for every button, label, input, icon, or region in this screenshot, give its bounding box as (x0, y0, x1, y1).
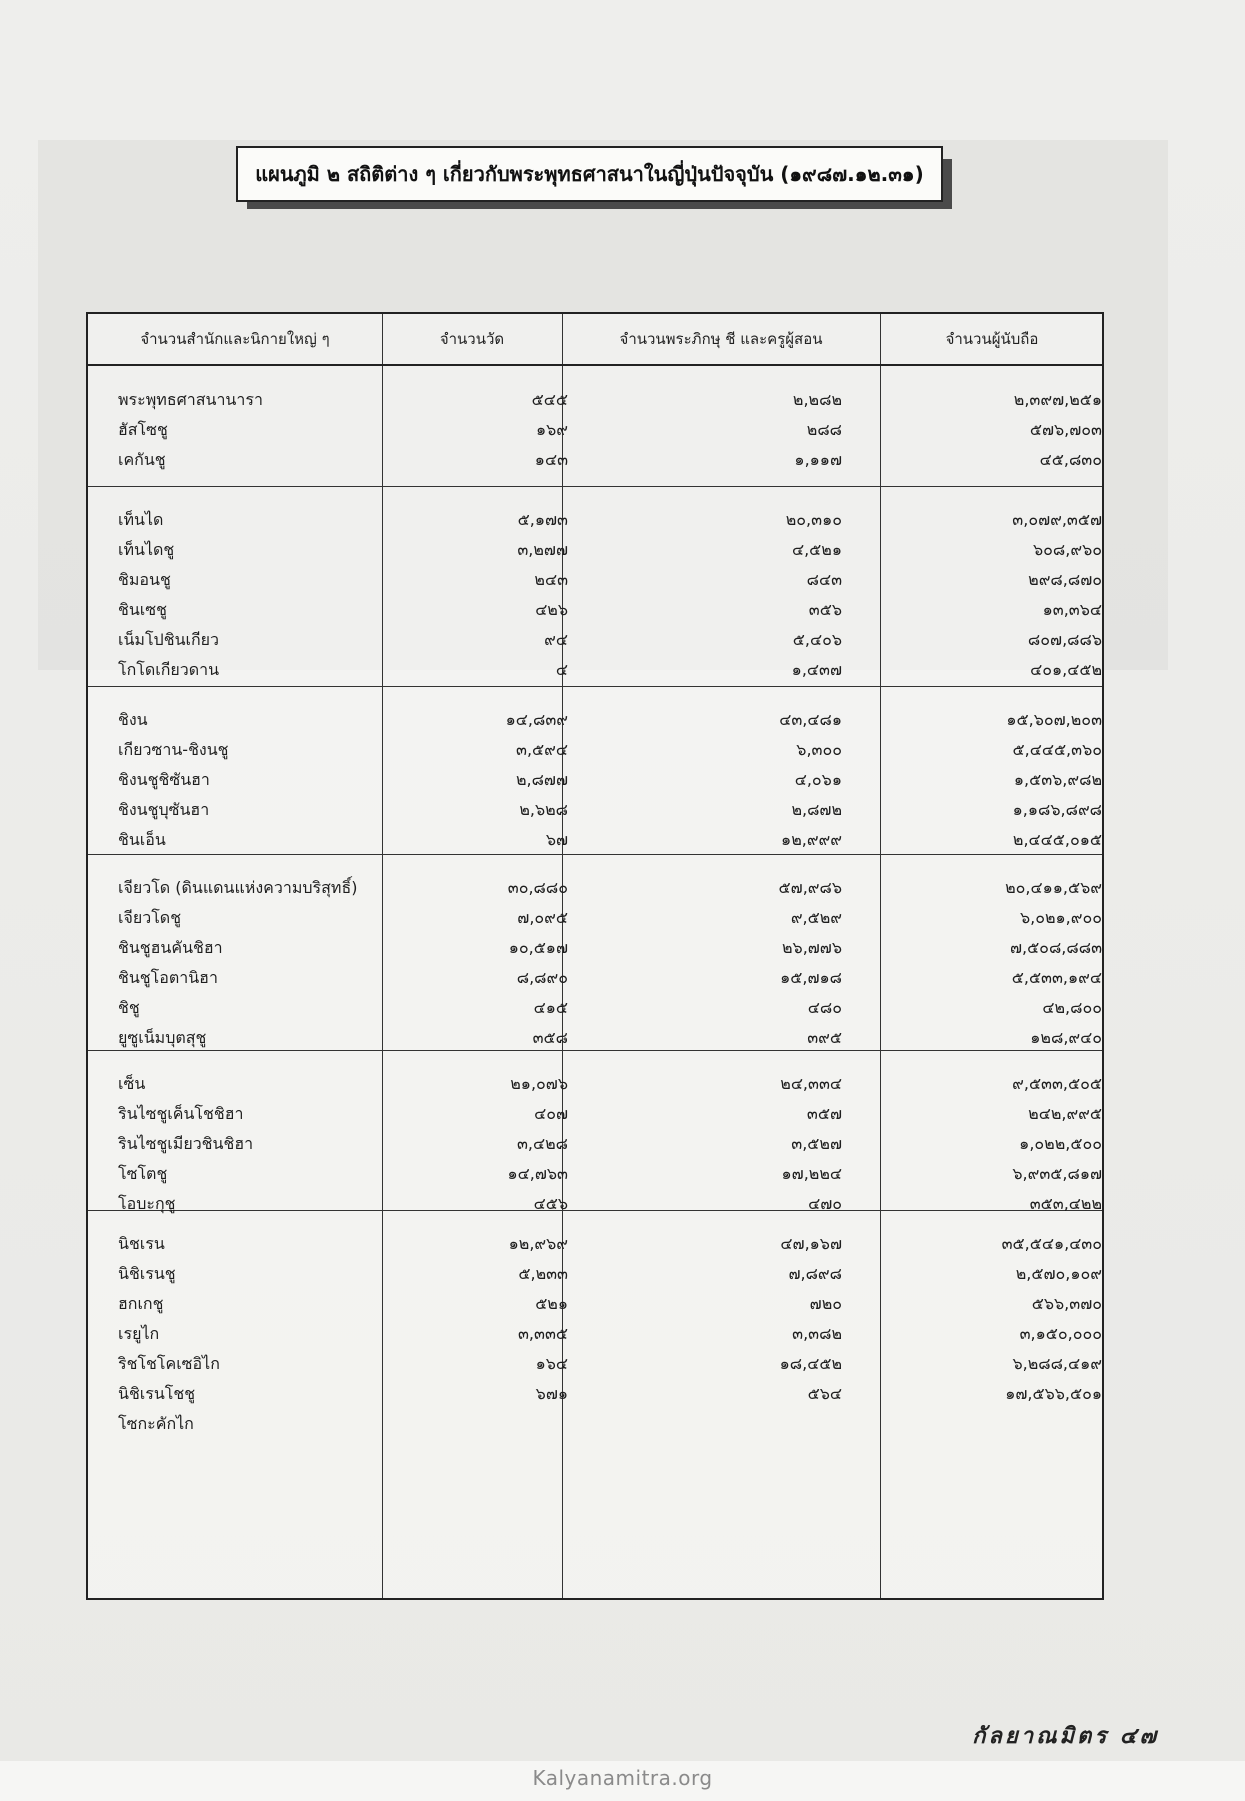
table-row (88, 992, 1102, 1024)
cell-priests: ๑,๔๓๗ (791, 660, 842, 679)
cell-priests: ๑๒,๙๙๙ (781, 830, 842, 849)
table-row (88, 534, 1102, 566)
cell-priests: ๙,๕๒๙ (790, 908, 842, 927)
cell-followers: ๓๕๓,๔๒๒ (1029, 1194, 1102, 1213)
cell-sect-name: เท็นได (118, 510, 164, 529)
cell-followers: ๔๕,๘๓๐ (1039, 450, 1102, 469)
cell-sect-name: ชิงนชูบุซันฮา (118, 800, 210, 819)
statistics-table (86, 312, 1104, 1600)
cell-temples: ๙๔ (544, 630, 568, 649)
cell-followers: ๕๗๖,๗๐๓ (1029, 420, 1102, 439)
cell-priests: ๒๐,๓๑๐ (785, 510, 842, 529)
table-row (88, 1228, 1102, 1260)
table-row (88, 1128, 1102, 1160)
table-group (88, 366, 1102, 487)
cell-priests: ๑๕,๗๑๘ (780, 968, 842, 987)
cell-followers: ๙,๕๓๓,๕๐๕ (1012, 1074, 1102, 1093)
magazine-page-label: กัลยาณมิตร ๔๗ (972, 1723, 1159, 1749)
cell-priests: ๗,๘๙๘ (788, 1264, 842, 1283)
cell-followers: ๔๒,๘๐๐ (1042, 998, 1102, 1017)
cell-sect-name: นิชิเรนชู (118, 1264, 176, 1283)
cell-temples: ๑๔,๗๖๓ (507, 1164, 568, 1183)
cell-followers: ๕,๔๔๕,๓๖๐ (1012, 740, 1102, 759)
cell-sect-name: ชิชู (118, 998, 140, 1017)
cell-temples: ๕,๑๗๓ (517, 510, 568, 529)
cell-temples: ๔๐๗ (534, 1104, 568, 1123)
cell-followers (888, 1408, 1102, 1440)
cell-temples: ๑๖๙ (535, 420, 568, 439)
cell-temples: ๒๔๓ (534, 570, 568, 589)
cell-followers: ๕,๕๓๓,๑๙๔ (1011, 968, 1102, 987)
cell-sect-name: รินไซชูเค็นโชชิฮา (118, 1104, 244, 1123)
cell-sect-name: เท็นไดชู (118, 540, 175, 559)
cell-sect-name: ชินเซชู (118, 600, 167, 619)
cell-priests: ๔,๕๒๑ (791, 540, 842, 559)
table-group (88, 686, 1102, 855)
cell-followers: ๑๗,๕๖๖,๕๐๑ (1005, 1384, 1102, 1403)
cell-sect-name: เจียวโด (ดินแดนแห่งความบริสุทธิ์) (118, 878, 358, 897)
cell-followers: ๒๐,๔๑๑,๕๖๙ (1005, 878, 1102, 897)
cell-followers: ๑,๕๓๖,๙๘๒ (1013, 770, 1102, 789)
table-row (88, 1318, 1102, 1350)
cell-temples: ๘,๘๙๐ (516, 968, 568, 987)
cell-priests: ๕๗,๙๘๖ (778, 878, 842, 897)
table-row (88, 1068, 1102, 1100)
cell-sect-name: เน็มโปชินเกียว (118, 630, 220, 649)
cell-priests: ๑๗,๒๒๔ (781, 1164, 842, 1183)
chart-title: แผนภูมิ ๒ สถิติต่าง ๆ เกี่ยวกับพระพุทธศาสนาในญี่ปุ่นปัจจุบัน (๑๙๘๗.๑๒.๓๑) (236, 146, 943, 202)
cell-followers: ๒๔๒,๙๙๕ (1028, 1104, 1102, 1123)
table-row (88, 1258, 1102, 1290)
table-row (88, 764, 1102, 796)
table-row (88, 962, 1102, 994)
cell-followers: ๑๒๘,๙๔๐ (1030, 1028, 1102, 1047)
table-group (88, 854, 1102, 1051)
cell-sect-name: ชิงนชูชิซันฮา (118, 770, 210, 789)
table-row (88, 734, 1102, 766)
cell-temples: ๔๑๕ (533, 998, 568, 1017)
cell-priests: ๒๘๘ (806, 420, 842, 439)
cell-sect-name: เรยูไก (118, 1324, 160, 1343)
cell-priests: ๕,๔๐๖ (792, 630, 842, 649)
cell-priests: ๗๒๐ (809, 1294, 842, 1313)
table-row (88, 384, 1102, 416)
cell-temples: ๖๗ (545, 830, 568, 849)
table-group (88, 486, 1102, 687)
cell-temples: ๕๒๑ (535, 1294, 568, 1313)
cell-followers: ๒,๔๔๕,๐๑๕ (1012, 830, 1102, 849)
cell-sect-name: ฮัสโซชู (118, 420, 168, 439)
cell-followers: ๖๐๘,๙๖๐ (1033, 540, 1102, 559)
cell-priests: ๕๖๔ (807, 1384, 842, 1403)
cell-sect-name: ชิมอนชู (118, 570, 171, 589)
table-row (88, 594, 1102, 626)
cell-followers: ๘๐๗,๘๘๖ (1027, 630, 1102, 649)
table-row (88, 902, 1102, 934)
cell-sect-name: โซโตชู (118, 1164, 168, 1183)
cell-priests: ๒๖,๗๗๖ (781, 938, 842, 957)
cell-priests: ๓๕๗ (806, 1104, 842, 1123)
cell-priests: ๓๙๕ (807, 1028, 842, 1047)
cell-temples: ๑๔,๘๓๙ (505, 710, 568, 729)
cell-followers: ๑,๑๘๖,๘๙๘ (1012, 800, 1102, 819)
cell-followers: ๒๙๘,๘๗๐ (1028, 570, 1102, 589)
cell-temples: ๔๒๖ (535, 600, 568, 619)
table-row (88, 932, 1102, 964)
table-group (88, 1050, 1102, 1211)
table-row (88, 654, 1102, 686)
table-row (88, 1098, 1102, 1130)
cell-priests: ๘๔๓ (806, 570, 842, 589)
cell-temples: ๒๑,๐๗๖ (510, 1074, 568, 1093)
cell-followers: ๑๓,๓๖๔ (1042, 600, 1102, 619)
cell-sect-name: เกียวซาน-ชิงนชู (118, 740, 229, 759)
cell-temples: ๑๖๔ (535, 1354, 568, 1373)
cell-priests: ๔๘๐ (807, 998, 842, 1017)
cell-priests: ๑,๑๑๗ (794, 450, 842, 469)
cell-temples: ๓๕๘ (532, 1028, 568, 1047)
cell-temples: ๓๐,๘๘๐ (507, 878, 568, 897)
cell-followers: ๓,๐๗๙,๓๕๗ (1012, 510, 1102, 529)
cell-sect-name: ริชโชโคเซอิไก (118, 1354, 220, 1373)
cell-temples: ๒,๖๒๘ (519, 800, 568, 819)
cell-sect-name: พระพุทธศาสนานารา (118, 390, 263, 409)
cell-sect-name: นิชิเรนโชชู (118, 1384, 196, 1403)
cell-followers: ๗,๕๐๘,๘๘๓ (1009, 938, 1102, 957)
cell-priests: ๒,๘๗๒ (791, 800, 842, 819)
cell-sect-name: เคกันชู (118, 450, 166, 469)
cell-sect-name: ชินชูโอตานิฮา (118, 968, 218, 987)
table-row (88, 794, 1102, 826)
cell-priests: ๖,๓๐๐ (796, 740, 842, 759)
cell-temples: ๖๗๑ (535, 1384, 568, 1403)
table-row (88, 1288, 1102, 1320)
table-row (88, 1158, 1102, 1190)
cell-followers: ๖,๙๓๕,๘๑๗ (1012, 1164, 1102, 1183)
cell-temples: ๑๔๓ (534, 450, 568, 469)
cell-sect-name: ชินเอ็น (118, 830, 166, 849)
cell-followers: ๕๖๖,๓๗๐ (1031, 1294, 1102, 1313)
table-row (88, 1408, 1102, 1440)
cell-priests: ๔๗,๑๖๗ (780, 1234, 842, 1253)
table-row (88, 564, 1102, 596)
cell-temples: ๕๔๕ (531, 390, 568, 409)
cell-followers: ๒,๕๗๐,๑๐๙ (1015, 1264, 1102, 1283)
cell-temples: ๑๐,๕๑๗ (508, 938, 568, 957)
cell-sect-name: ยูซูเน็มบุตสุชู (118, 1028, 207, 1047)
cell-followers: ๖,๐๒๑,๙๐๐ (1019, 908, 1102, 927)
cell-sect-name: นิชเรน (118, 1234, 165, 1253)
cell-priests (608, 1408, 842, 1440)
cell-sect-name: รินไซชูเมียวชินชิฮา (118, 1134, 254, 1153)
cell-priests: ๔,๐๖๑ (794, 770, 842, 789)
cell-sect-name: โอบะกุชู (118, 1194, 176, 1213)
cell-priests: ๒๔,๓๓๔ (780, 1074, 842, 1093)
cell-priests: ๒,๒๘๒ (792, 390, 842, 409)
table-row (88, 704, 1102, 736)
table-row (88, 872, 1102, 904)
cell-followers: ๒,๓๙๗,๒๕๑ (1013, 390, 1102, 409)
cell-temples: ๓,๒๗๗ (517, 540, 568, 559)
cell-temples: ๓,๔๒๘ (516, 1134, 568, 1153)
header-priests: จำนวนพระภิกษุ ชี และครูผู้สอน (619, 330, 823, 348)
header-temples: จำนวนวัด (439, 330, 505, 348)
cell-temples: ๓,๕๙๔ (516, 740, 568, 759)
table-header (88, 314, 1102, 366)
header-sect: จำนวนสำนักและนิกายใหญ่ ๆ (140, 330, 330, 348)
source-watermark: Kalyanamitra.org (532, 1766, 713, 1790)
cell-sect-name: ฮกเกชู (118, 1294, 164, 1313)
cell-temples: ๑๒,๙๖๙ (508, 1234, 568, 1253)
table-row (88, 624, 1102, 656)
cell-priests: ๓,๓๘๒ (792, 1324, 842, 1343)
cell-temples (378, 1408, 568, 1440)
cell-sect-name: โกโดเกียวดาน (118, 660, 220, 679)
cell-priests: ๓,๕๒๗ (791, 1134, 842, 1153)
table-row (88, 444, 1102, 476)
table-row (88, 824, 1102, 856)
cell-temples: ๗,๐๙๕ (517, 908, 568, 927)
cell-temples: ๒,๘๗๗ (515, 770, 568, 789)
cell-priests: ๓๕๖ (808, 600, 842, 619)
cell-sect-name: เจียวโดชู (118, 908, 182, 927)
cell-temples: ๔ (555, 660, 568, 679)
cell-temples: ๕,๒๓๓ (518, 1264, 568, 1283)
cell-followers: ๓๕,๕๔๑,๔๓๐ (1001, 1234, 1102, 1253)
table-row (88, 504, 1102, 536)
header-followers: จำนวนผู้นับถือ (945, 330, 1039, 348)
cell-temples: ๔๕๖ (533, 1194, 568, 1213)
cell-priests: ๔๗๐ (808, 1194, 842, 1213)
cell-sect-name: โซกะคักไก (118, 1414, 194, 1433)
table-row (88, 414, 1102, 446)
cell-sect-name: เซ็น (118, 1074, 146, 1093)
cell-priests: ๑๘,๔๕๒ (779, 1354, 842, 1373)
cell-followers: ๔๐๑,๔๕๒ (1030, 660, 1102, 679)
table-row (88, 1348, 1102, 1380)
cell-sect-name: ชิงน (118, 710, 148, 729)
cell-followers: ๑,๐๒๒,๕๐๐ (1019, 1134, 1102, 1153)
cell-priests: ๔๓,๔๘๑ (779, 710, 842, 729)
cell-followers: ๑๕,๖๐๗,๒๐๓ (1006, 710, 1102, 729)
cell-temples: ๓,๓๓๕ (517, 1324, 568, 1343)
cell-followers: ๓,๑๕๐,๐๐๐ (1019, 1324, 1102, 1343)
cell-sect-name: ชินชูฮนคันชิฮา (118, 938, 223, 957)
table-row (88, 1378, 1102, 1410)
table-group (88, 1210, 1102, 1600)
cell-followers: ๖,๒๘๘,๔๑๙ (1012, 1354, 1102, 1373)
